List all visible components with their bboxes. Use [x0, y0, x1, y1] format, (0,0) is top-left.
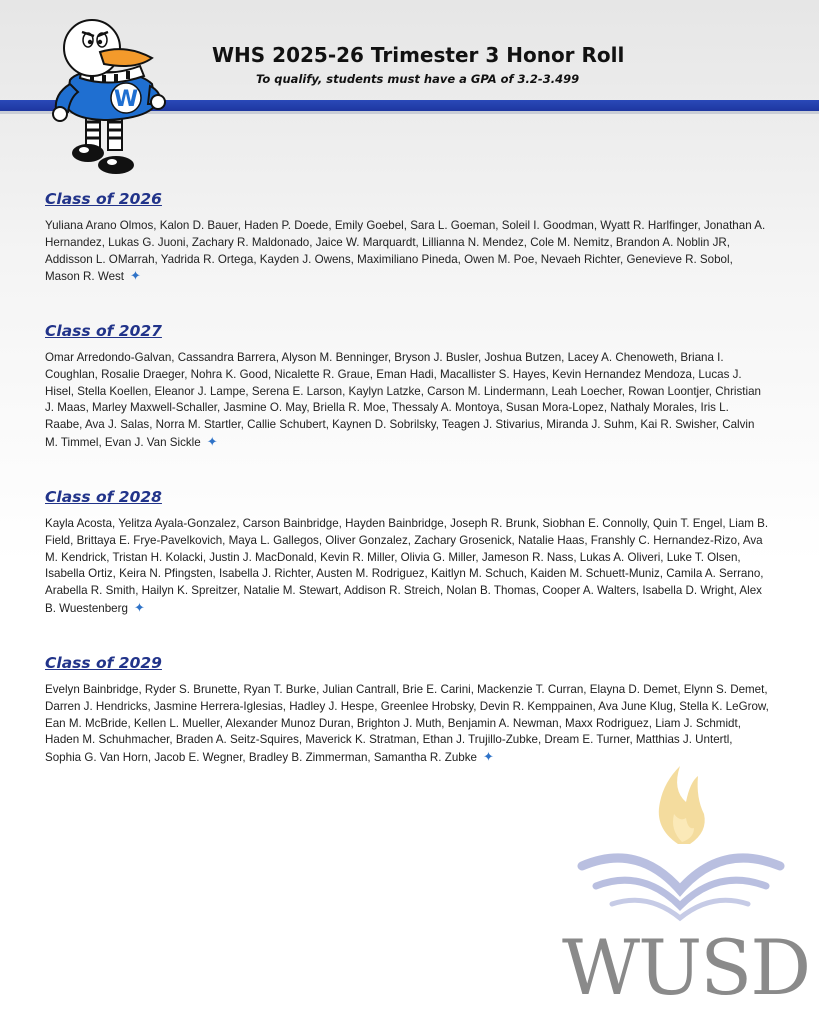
district-logo-text: WUSD: [562, 923, 810, 1012]
class-heading: Class of 2029: [45, 654, 162, 672]
duck-mascot-icon: [48, 18, 172, 178]
honor-names: [45, 350, 775, 452]
class-heading: Class of 2027: [45, 322, 162, 340]
sparkle-icon: ✦: [133, 599, 145, 615]
honor-names: [45, 516, 775, 618]
class-section-2026: [45, 190, 775, 286]
class-heading: Class of 2026: [45, 190, 162, 208]
sparkle-icon: ✦: [482, 749, 494, 765]
sparkle-icon: ✦: [130, 268, 141, 284]
honor-names: [45, 218, 775, 286]
class-heading: Class of 2028: [45, 488, 162, 506]
names-text: Evelyn Bainbridge, Ryder S. Brunette, Ryan T. Burke, Julian Cantrall, Brie E. Carini, Mackenzie T. Curran, Elayna D. Demet, Elynn S. Demet, Darren J. Hendricks, Jasmine Herrera-Iglesias, Hadley J. Hespe, Greenlee Hrobsky, Devin R. Kemppainen, Ava June Klug, Stella K. LeGrow, Ean M. McBride, Kellen L. Mueller, Alexander Munoz Duran, Brighton J. Muth, Benjamin A. Newman, Maxx Rodriguez, Liam J. Schmidt, Haden M. Schuhmacher, Braden A. Seitz-Squires, Maverick K. Stratman, Ethan J. Trujillo-Zubke, Dream E. Turner, Matthias J. Untertl, Sophia G. Van Horn, Jacob E. Wegner, Bradley B. Zimmerman, Samantha R. Zubke: [45, 683, 769, 765]
page-subtitle: To qualify, students must have a GPA of 3.2-3.499: [256, 72, 580, 86]
names-text: Kayla Acosta, Yelitza Ayala-Gonzalez, Carson Bainbridge, Hayden Bainbridge, Joseph R. Brunk, Siobhan E. Connolly, Quin T. Engel, Liam B. Field, Brittaya E. Frye-Pavelkovich, Maya L. Gallegos, Oliver Gonzalez, Zachary Grosenick, Natalie Haas, Franshly C. Hernandez-Rizo, Ava M. Kendrick, Tristan H. Kolacki, Justin J. MacDonald, Kevin R. Miller, Olivia G. Miller, Jameson R. Nass, Lukas A. Oliveri, Luke T. Olsen, Isabella Ortiz, Keira N. Pfingsten, Isabella J. Richter, Austen M. Rodriguez, Kaitlyn M. Schuch, Kaiden M. Schuett-Muniz, Camila A. Serrano, Arabella R. Smith, Hailyn K. Spreitzer, Natalie M. Stewart, Addison R. Streich, Nolan B. Thomas, Cooper A. Walters, Isabella D. Wright, Alex B. Wuestenberg: [45, 517, 769, 615]
honor-names: [45, 682, 775, 767]
names-text: Yuliana Arano Olmos, Kalon D. Bauer, Haden P. Doede, Emily Goebel, Sara L. Goeman, Soleil I. Goodman, Wyatt R. Harlfinger, Jonathan A. Hernandez, Lukas G. Juoni, Zachary R. Maldonado, Jaice W. Marquardt, Lillianna N. Mendez, Cole M. Nemitz, Brandon A. Noblin JR, Addisson L. OMarrah, Yadrida R. Ortega, Kayden J. Owens, Maximiliano Pineda, Owen M. Poe, Nevaeh Richter, Genevieve R. Sobol, Mason R. West: [45, 219, 766, 284]
mascot-letter: W: [113, 87, 139, 112]
class-section-2027: [45, 322, 775, 452]
page-title: WHS 2025-26 Trimester 3 Honor Roll: [212, 43, 625, 67]
class-section-2028: [45, 488, 775, 618]
class-section-2029: [45, 654, 775, 767]
sparkle-icon: ✦: [206, 433, 218, 449]
names-text: Omar Arredondo-Galvan, Cassandra Barrera, Alyson M. Benninger, Bryson J. Busler, Joshua Butzen, Lacey A. Chenoweth, Briana I. Coughlan, Rosalie Draeger, Nohra K. Good, Nicalette R. Graue, Eman Hadi, Macallister S. Hayes, Kevin Hernandez Mendoza, Lucas J. Hisel, Stella Koellen, Eleanor J. Lampe, Serena E. Larson, Kaylyn Latzke, Carson M. Lindermann, Leah Loecher, Rowan Loontjer, Christian J. Maas, Marley Maxwell-Schaller, Jasmine O. May, Briella R. Moe, Thessaly A. Montoya, Susan Mora-Lopez, Nathaly Morales, Iris L. Raabe, Ava J. Salas, Norra M. Startler, Callie Schubert, Kaynen D. Sobrilsky, Teagen J. Stivarius, Miranda J. Suhm, Kai R. Swisher, Calvin M. Timmel, Evan J. Van Sickle: [45, 351, 761, 449]
